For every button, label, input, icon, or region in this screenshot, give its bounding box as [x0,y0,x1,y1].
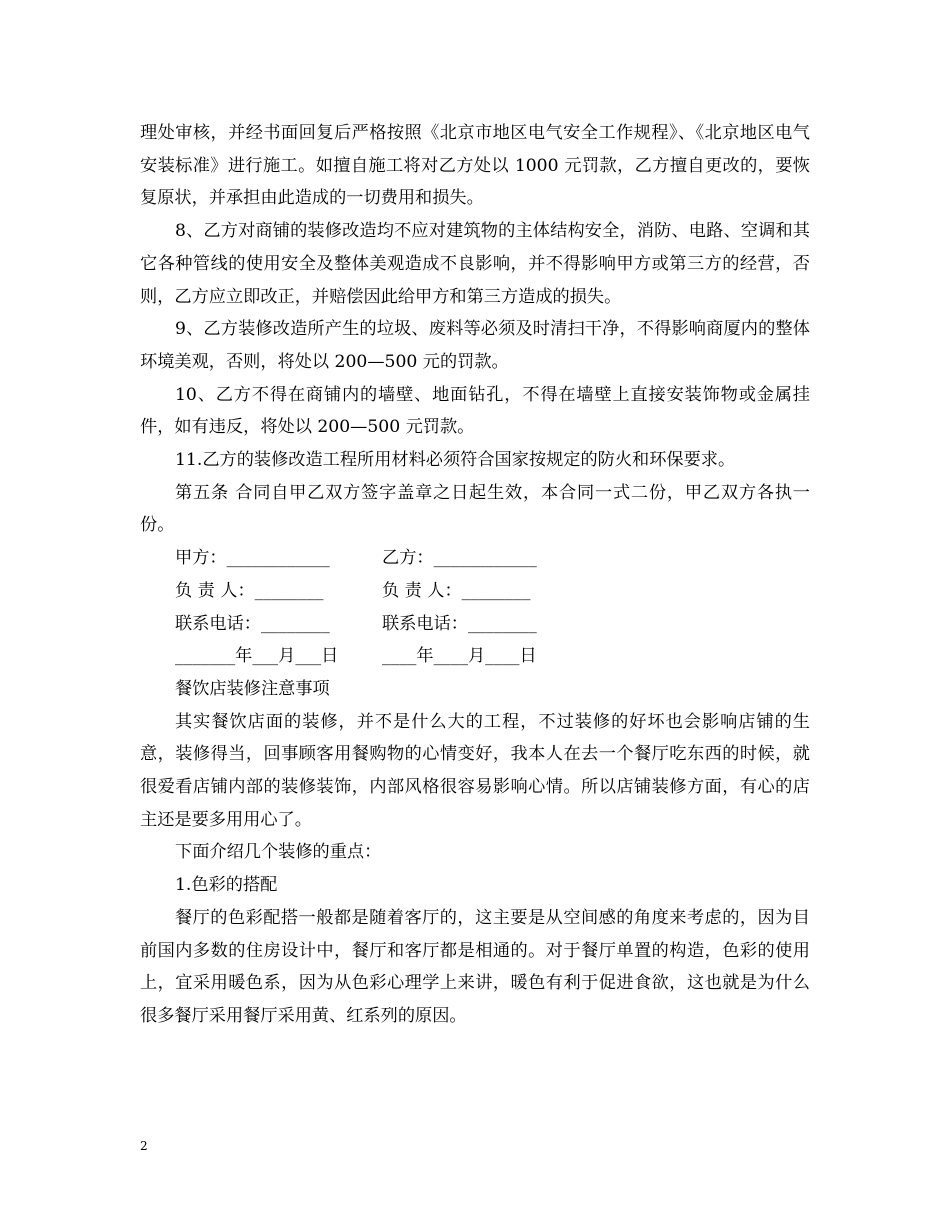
paragraph-review-clause: 理处审核，并经书面回复后严格按照《北京市地区电气安全工作规程》、《北京地区电气安装标准》进行施工。如擅自施工将对乙方处以 1000 元罚款，乙方擅自更改的，要恢复原状，并承担由此造成的一切费用和损失。 [140,123,810,209]
paragraph-restaurant-intro: 其实餐饮店面的装修，并不是什么大的工程，不过装修的好坏也会影响店铺的生意，装修得当，回事顾客用餐购物的心情变好，我本人在去一个餐厅吃东西的时候，就很爱看店铺内部的装修装饰，内部风格很容易影响心情。所以店铺装修方面，有心的店主还是要多用用心了。 [140,711,810,830]
section-heading-restaurant-decoration: 餐饮店装修注意事项 [175,678,330,699]
date-a-field: _______年___月___日 [175,646,339,667]
paragraph-color-matching: 餐厅的色彩配搭一般都是随着客厅的，这主要是从空间感的角度来考虑的，因为目前国内多数的住房设计中，餐厅和客厅都是相通的。对于餐厅单置的构造，色彩的使用上，宜采用暖色系，因为从色彩心理学上来讲，暖色有利于促进食欲，这也就是为什么很多餐厅采用餐厅采用黄、红系列的原因。 [140,907,810,1026]
signature-row-phone [140,608,810,641]
document-body [140,117,810,1033]
paragraph-key-points-intro: 下面介绍几个装修的重点： [175,842,382,863]
page-number: 2 [140,1139,148,1153]
person-a-field: 负 责 人：________ [175,580,324,601]
paragraph-article-5: 第五条 合同自甲乙双方签字盖章之日起生效，本合同一式二份，甲乙双方各执一份。 [140,482,810,536]
paragraph-clause-11: 11.乙方的装修改造工程所用材料必须符合国家按规定的防火和环保要求。 [175,450,736,471]
phone-a-field: 联系电话：________ [175,613,330,634]
party-b-field: 乙方：____________ [382,548,537,569]
signature-row-date [140,640,810,673]
paragraph-clause-8: 8、乙方对商铺的装修改造均不应对建筑物的主体结构安全，消防、电路、空调和其它各种管线的使用安全及整体美观造成不良影响，并不得影响甲方或第三方的经营，否则，乙方应立即改正，并赔偿因此给甲方和第三方造成的损失。 [140,221,810,307]
person-b-field: 负 责 人：________ [382,580,531,601]
paragraph-clause-9: 9、乙方装修改造所产生的垃圾、废料等必须及时清扫干净，不得影响商厦内的整体环境美观，否则，将处以 200—500 元的罚款。 [140,319,810,372]
phone-b-field: 联系电话：________ [382,613,537,634]
paragraph-clause-10: 10、乙方不得在商铺内的墙壁、地面钻孔，不得在墙壁上直接安装饰物或金属挂件，如有违反，将处以 200—500 元罚款。 [140,384,810,438]
signature-row-person [140,575,810,608]
date-b-field: ____年____月____日 [382,646,537,667]
subheading-color-matching: 1.色彩的搭配 [175,875,278,896]
party-a-field: 甲方：____________ [175,548,330,569]
signature-row-party [140,542,810,575]
